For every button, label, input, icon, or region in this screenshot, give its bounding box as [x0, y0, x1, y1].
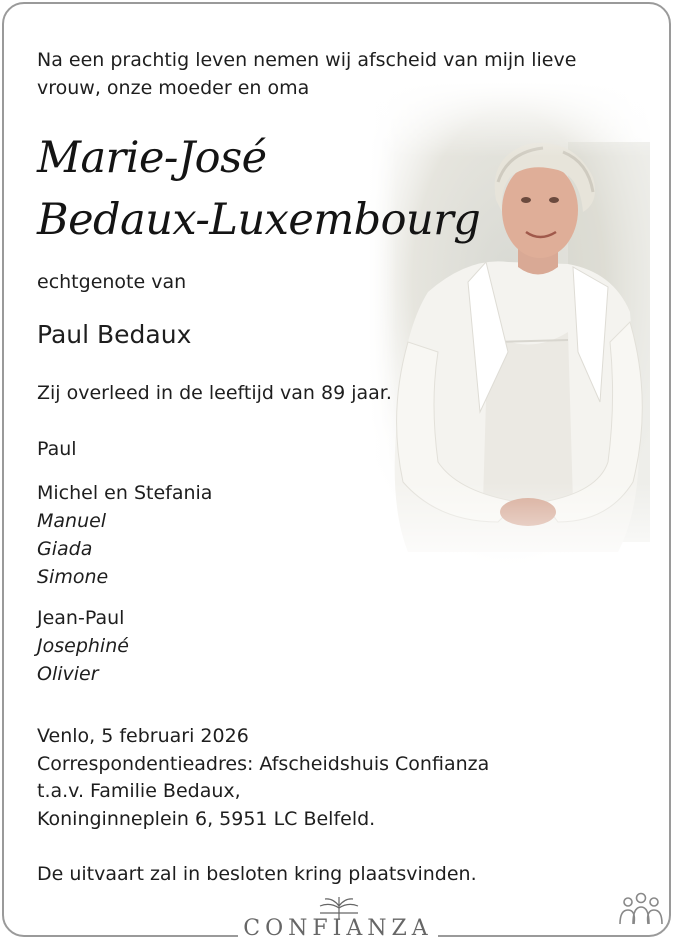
spouse-name: Paul Bedaux [37, 320, 192, 349]
place-date: Venlo, 5 februari 2026 [37, 725, 249, 747]
family-people-icon [616, 890, 666, 930]
address-line-2: t.a.v. Familie Bedaux, [37, 780, 241, 802]
deceased-first-name: Marie-José [37, 133, 267, 183]
intro-line-1: Na een prachtig leven nemen wij afscheid van mijn lieve [37, 49, 577, 71]
address-line-3: Koninginneplein 6, 5951 LC Belfeld. [37, 808, 376, 830]
family-parents: Michel en Stefania [37, 482, 213, 504]
address-line-1: Correspondentieadres: Afscheidshuis Confianza [37, 753, 490, 775]
brand-logo-text: CONFIANZA [238, 916, 438, 941]
portrait-photo [368, 82, 650, 582]
deceased-surname: Bedaux-Luxembourg [37, 195, 481, 245]
funeral-note: De uitvaart zal in besloten kring plaatsvinden. [37, 863, 477, 885]
tree-icon [316, 896, 362, 920]
grandchild-name: Josephiné [37, 635, 129, 657]
family-member: Paul [37, 438, 77, 460]
family-parents: Jean-Paul [37, 607, 125, 629]
grandchild-name: Giada [37, 538, 93, 560]
grandchild-name: Manuel [37, 510, 107, 532]
grandchild-name: Olivier [37, 663, 99, 685]
intro-line-2: vrouw, onze moeder en oma [37, 77, 310, 99]
grandchild-name: Simone [37, 566, 109, 588]
death-notice: Zij overleed in de leeftijd van 89 jaar. [37, 382, 392, 404]
spouse-relation: echtgenote van [37, 271, 187, 293]
